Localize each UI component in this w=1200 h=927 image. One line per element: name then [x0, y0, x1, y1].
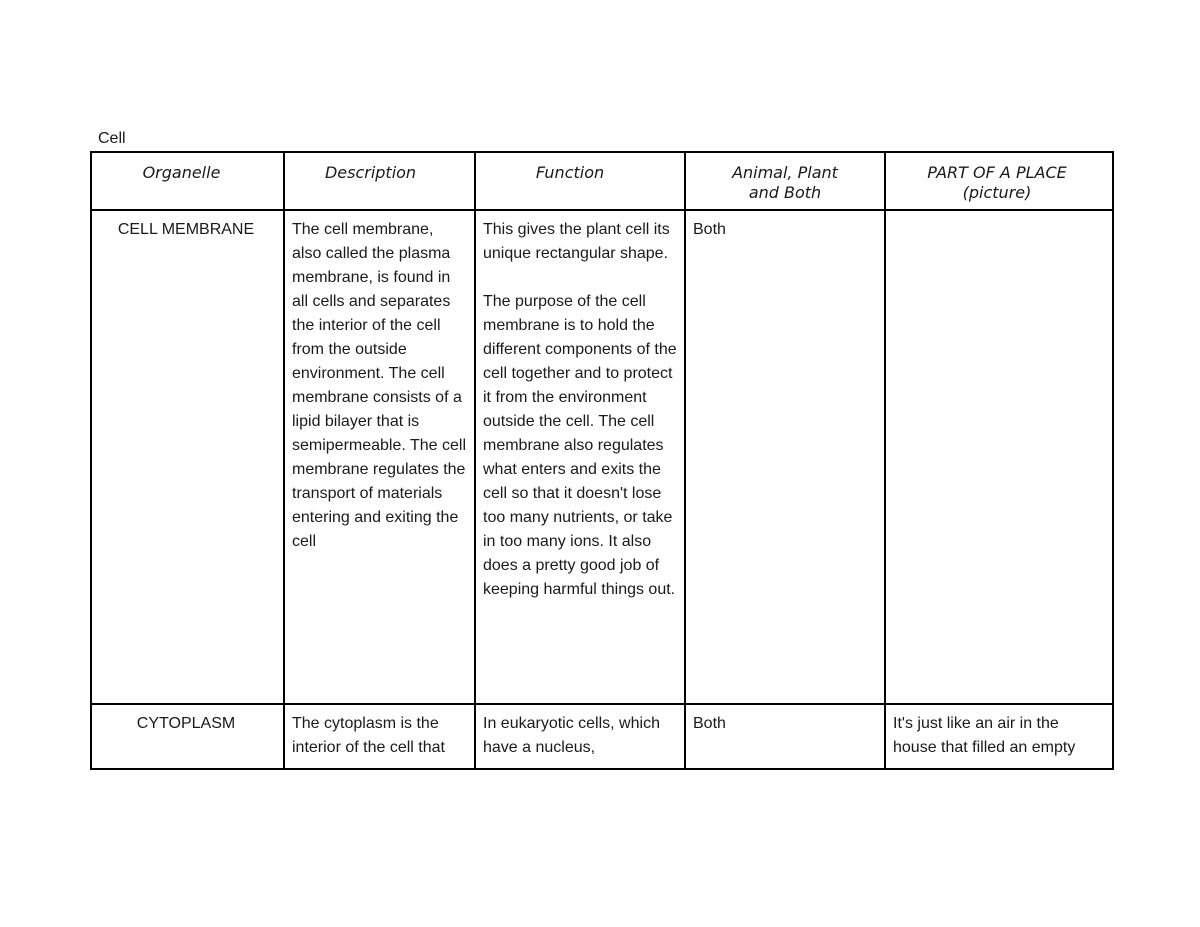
type-cell: Both [685, 210, 885, 704]
organelle-cell: CYTOPLASM [91, 704, 284, 769]
organelle-table [90, 151, 1114, 770]
organelle-cell: CELL MEMBRANE [91, 210, 284, 704]
table-row [91, 704, 1113, 769]
table-header-row [91, 152, 1113, 210]
function-cell [475, 210, 685, 704]
place-cell: It's just like an air in the house that filled an empty [885, 704, 1113, 769]
function-paragraph: This gives the plant cell its unique rectangular shape. [483, 221, 670, 262]
header-function: Function [475, 152, 685, 210]
function-paragraph: The purpose of the cell membrane is to hold the different components of the cell together and to protect it from the environment outside the cell. The cell membrane also regulates what enters and exits the cell so that it doesn't lose too many nutrients, or take in too many ions. It also does a pretty good job of keeping harmful things out. [483, 293, 677, 598]
description-cell: The cell membrane, also called the plasma membrane, is found in all cells and separates the interior of the cell from the outside environment. The cell membrane consists of a lipid bilayer that is semipermeable. The cell membrane regulates the transport of materials entering and exiting the cell [284, 210, 475, 704]
header-description: Description [284, 152, 475, 210]
function-cell: In eukaryotic cells, which have a nucleus, [475, 704, 685, 769]
header-part-of-a-place: PART OF A PLACE (picture) [885, 152, 1113, 210]
place-cell [885, 210, 1113, 704]
header-animal-plant-both: Animal, Plant and Both [685, 152, 885, 210]
type-cell: Both [685, 704, 885, 769]
document-caption: Cell [98, 130, 126, 147]
header-organelle: Organelle [91, 152, 284, 210]
table-row [91, 210, 1113, 704]
description-cell: The cytoplasm is the interior of the cell that [284, 704, 475, 769]
